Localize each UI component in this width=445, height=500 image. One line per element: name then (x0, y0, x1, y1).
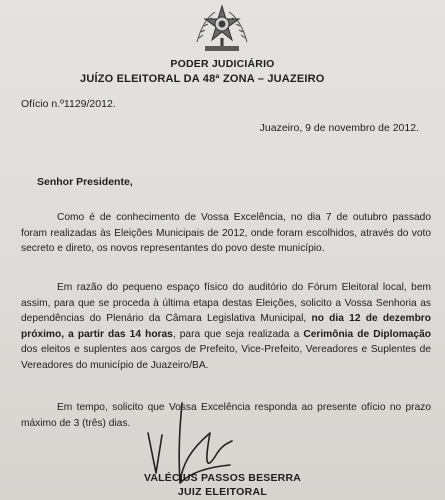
paragraph-2-ceremony-bold: Cerimônia de Diplomação (303, 328, 431, 340)
letter-date: Juazeiro, 9 de novembro de 2012. (259, 122, 419, 134)
paragraph-2-text-c: , para que seja realizada a (172, 328, 304, 340)
letter-salutation: Senhor Presidente, (37, 176, 133, 188)
paragraph-2-date-bold: no dia 12 de dezembro próximo, a partir das 14 horas (21, 313, 431, 340)
signer-name: VALÉCIUS PASSOS BESERRA (143, 472, 302, 484)
paragraph-1 (21, 210, 431, 257)
paragraph-2-text-e: dos eleitos e suplentes aos cargos de Prefeito, Vice-Prefeito, Vereadores e Suplentes de Vereadores do município de Juazeiro/BA. (21, 344, 431, 371)
paragraph-1-text: Como é de conhecimento de Vossa Excelência, no dia 7 de outubro passado foram realizadas às Eleições Municipais de 2012, onde foram escolhidos, através do voto secreto e direto, os novos representantes do povo deste município. (21, 212, 431, 255)
paragraph-2-text-a: Em razão do pequeno espaço físico do auditório do Fórum Eleitoral local, bem assim, para que se proceda à última etapa destas Eleições, solicito a Vossa Senhoria as dependências do Plenário da Câmara Legislativa Municipal, (21, 282, 431, 325)
header-electoral-zone: JUÍZO ELEITORAL DA 48ª ZONA – JUAZEIRO (80, 73, 325, 85)
signer-role: JUIZ ELEITORAL (177, 486, 268, 498)
handwritten-signature (120, 395, 270, 500)
paragraph-3-text: Em tempo, solicito que Vossa Excelência responda ao presente ofício no prazo máximo de 3 (três) dias. (21, 402, 431, 429)
header-court-name: PODER JUDICIÁRIO (170, 58, 275, 70)
letter-reference: Ofício n.º1129/2012. (21, 98, 116, 110)
paragraph-2 (21, 280, 431, 374)
brazil-coat-of-arms-icon (193, 2, 251, 54)
